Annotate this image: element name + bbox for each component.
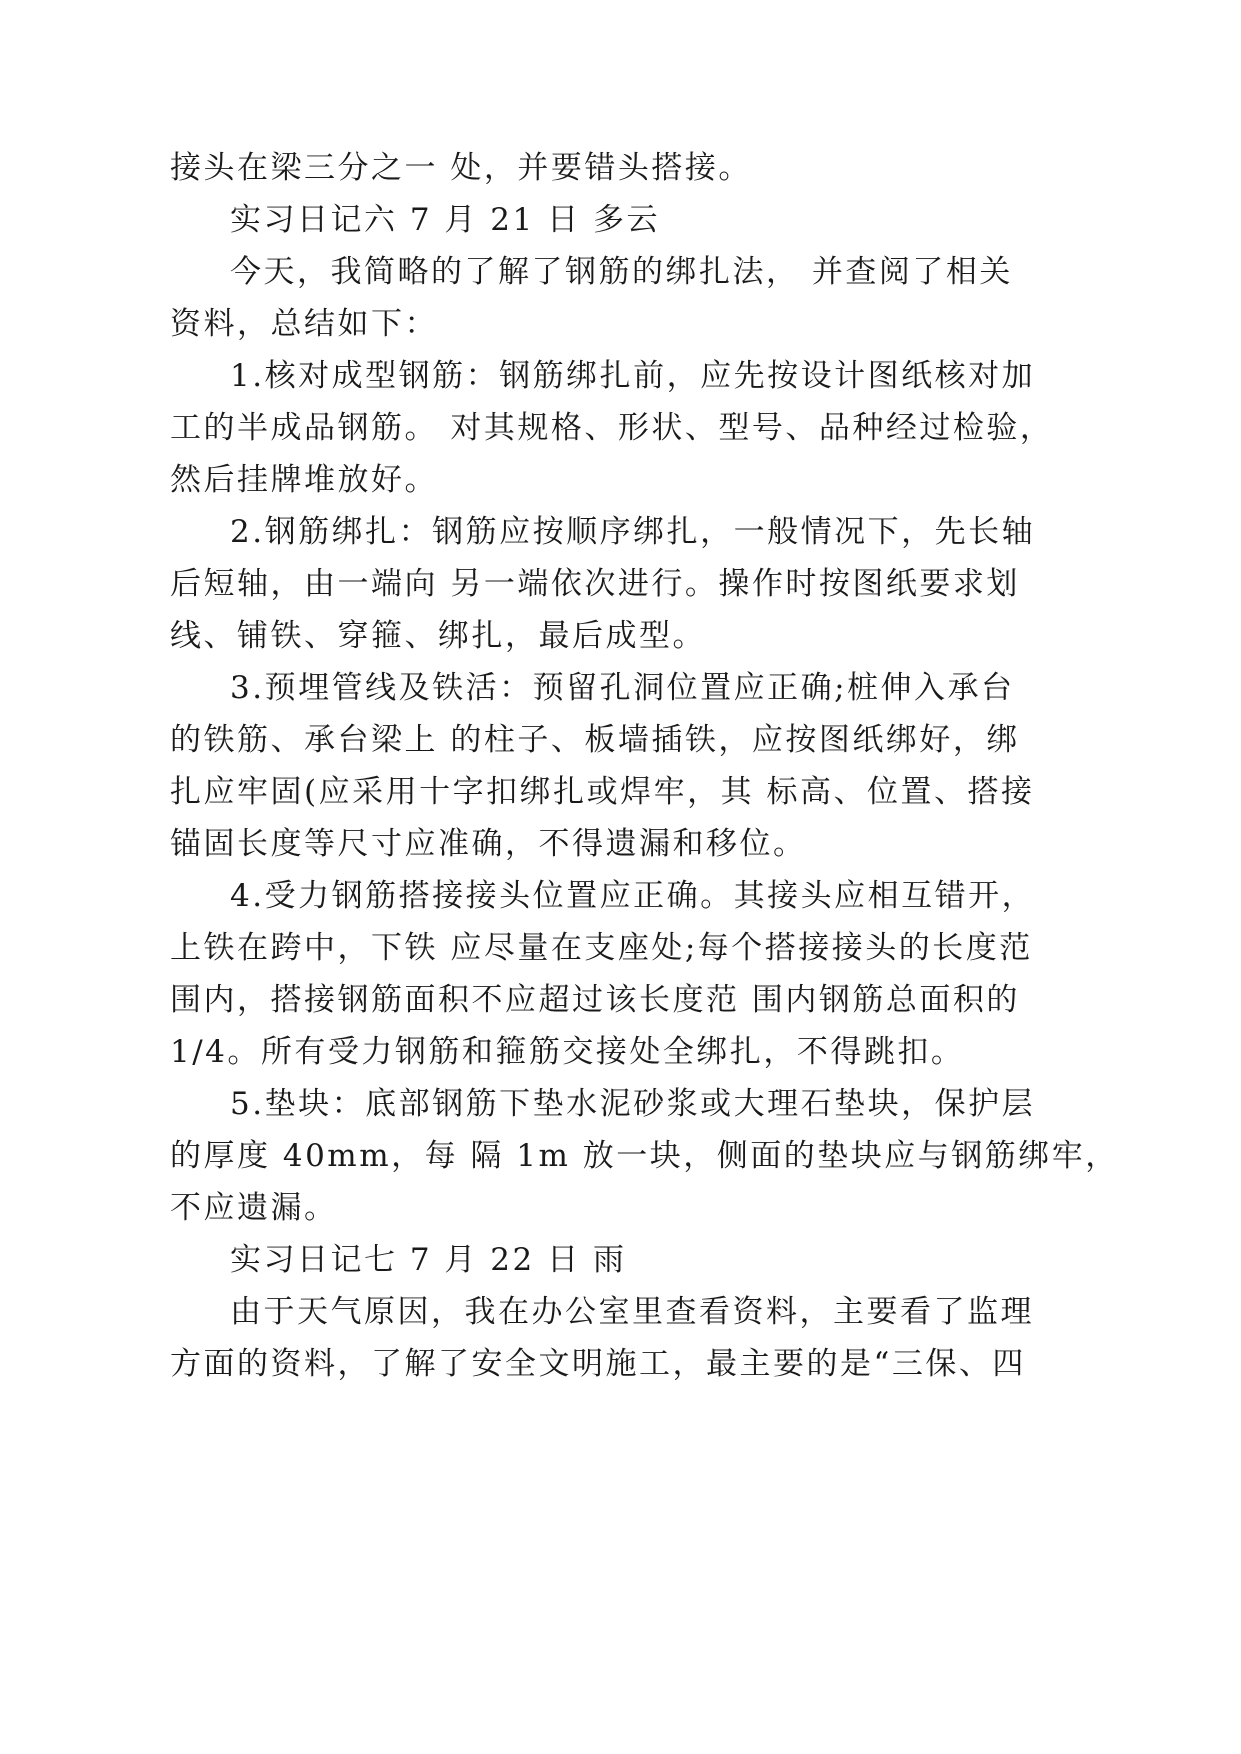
text-line: 不应遗漏。 [170, 1190, 338, 1226]
list-item-line: 1.核对成型钢筋：钢筋绑扎前，应先按设计图纸核对加 [230, 358, 1036, 394]
text-line: 围内，搭接钢筋面积不应超过该长度范 围内钢筋总面积的 [170, 982, 1020, 1018]
list-item-line: 4.受力钢筋搭接接头位置应正确。其接头应相互错开， [230, 878, 1036, 914]
text-line: 然后挂牌堆放好。 [170, 462, 438, 498]
text-line: 的铁筋、承台梁上 的柱子、板墙插铁，应按图纸绑好，绑 [170, 722, 1020, 758]
text-line: 的厚度 40mm，每 隔 1m 放一块，侧面的垫块应与钢筋绑牢， [170, 1138, 1119, 1174]
list-item-line: 5.垫块：底部钢筋下垫水泥砂浆或大理石垫块，保护层 [230, 1086, 1036, 1122]
text-line: 资料，总结如下： [170, 306, 438, 342]
text-line: 线、铺铁、穿箍、绑扎，最后成型。 [170, 618, 706, 654]
text-line: 由于天气原因，我在办公室里查看资料，主要看了监理 [230, 1294, 1034, 1330]
text-line: 方面的资料，了解了安全文明施工，最主要的是“三保、四 [170, 1346, 1026, 1382]
text-line: 扎应牢固(应采用十字扣绑扎或焊牢，其 标高、位置、搭接 [170, 774, 1035, 810]
text-line: 后短轴，由一端向 另一端依次进行。操作时按图纸要求划 [170, 566, 1020, 602]
text-line: 1/4。所有受力钢筋和箍筋交接处全绑扎，不得跳扣。 [170, 1034, 965, 1070]
text-line: 锚固长度等尺寸应准确，不得遗漏和移位。 [170, 826, 807, 862]
list-item-line: 2.钢筋绑扎：钢筋应按顺序绑扎，一般情况下，先长轴 [230, 514, 1036, 550]
text-line: 今天，我简略的了解了钢筋的绑扎法， 并查阅了相关 [230, 254, 1013, 290]
text-line: 上铁在跨中，下铁 应尽量在支座处;每个搭接接头的长度范 [170, 930, 1033, 966]
text-line: 工的半成品钢筋。 对其规格、形状、型号、品种经过检验， [170, 410, 1054, 446]
list-item-line: 3.预埋管线及铁活：预留孔洞位置应正确;桩伸入承台 [230, 670, 1015, 706]
text-line: 接头在梁三分之一 处，并要错头搭接。 [170, 150, 752, 186]
diary-heading: 实习日记七 7 月 22 日 雨 [230, 1242, 627, 1278]
diary-heading: 实习日记六 7 月 21 日 多云 [230, 202, 660, 238]
